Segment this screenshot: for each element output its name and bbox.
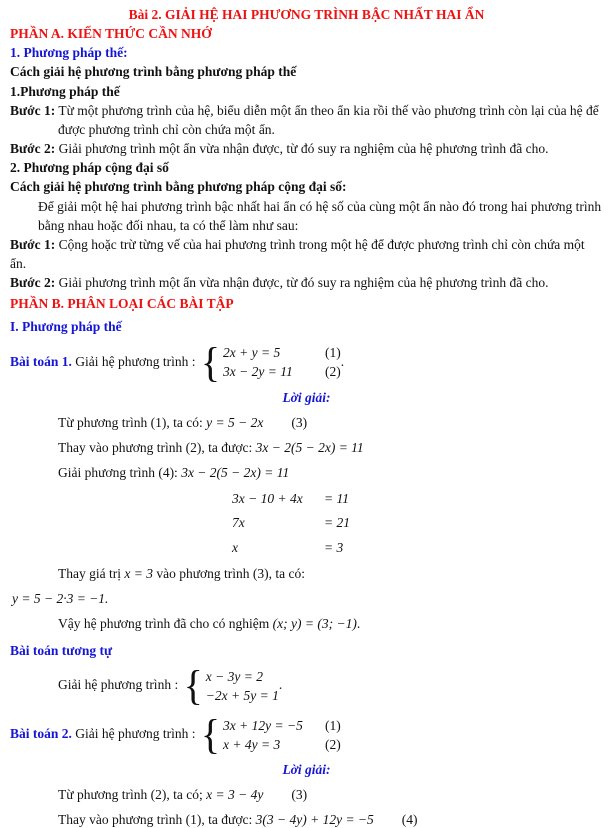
- section1-heading: I. Phương pháp thế: [10, 318, 122, 334]
- trailing-period: .: [340, 353, 345, 369]
- trailing-period: .: [356, 616, 361, 632]
- equation-1: 2x + y = 5: [223, 344, 281, 360]
- step-text: Giải phương trình (4):: [58, 464, 182, 480]
- method1-subheading: Cách giải hệ phương trình bằng phương pháp thế: [10, 64, 297, 80]
- problem2-intro: Giải hệ phương trình :: [71, 726, 199, 742]
- problem1-step-3: [58, 465, 603, 481]
- step-math: x = 3: [124, 566, 153, 582]
- problem2-step-1: [58, 787, 603, 803]
- step1-label: Bước 1:: [10, 236, 56, 252]
- step-math: y = 5 − 2x: [206, 414, 264, 430]
- step-text: Thay giá trị: [58, 566, 125, 582]
- equation-number: (3): [291, 787, 308, 803]
- problem1-solution-heading: Lời giải:: [282, 389, 331, 405]
- method2-subheading: Cách giải hệ phương trình bằng phương pháp cộng đại số:: [10, 179, 347, 195]
- equation-2-number: (2): [325, 736, 341, 752]
- problem2-equation-system: [200, 711, 341, 759]
- part-a-heading: PHẦN A. KIẾN THỨC CẦN NHỚ: [10, 26, 212, 42]
- equations: [206, 668, 279, 705]
- conclusion-text: Vậy hệ phương trình đã cho có nghiệm: [58, 616, 273, 632]
- equation-1-number: (1): [325, 344, 341, 360]
- problem1-label: Bài toán 1.: [10, 353, 72, 369]
- problem2-solution-heading: Lời giải:: [282, 762, 331, 778]
- step1-label: Bước 1:: [10, 102, 56, 118]
- similar-equation-system: [183, 662, 279, 710]
- part-b-heading: PHẦN B. PHÂN LOẠI CÁC BÀI TẬP: [10, 296, 234, 312]
- method1-heading: 1. Phương pháp thế:: [10, 45, 128, 61]
- step-math: 3x − 2(5 − 2x) = 11: [181, 464, 290, 480]
- equation-row: [223, 736, 341, 754]
- trailing-period: .: [278, 677, 283, 693]
- method1-step2-paragraph: [10, 139, 603, 158]
- equation-1-number: (1): [325, 717, 341, 733]
- equation-1: x − 3y = 2: [205, 668, 263, 684]
- step-math: 3(3 − 4y) + 12y = −5: [255, 812, 374, 828]
- equations: [223, 344, 341, 381]
- problem1-equation-system: [200, 338, 341, 386]
- step2-label: Bước 2:: [10, 141, 56, 157]
- method1-step1-paragraph: [10, 101, 603, 139]
- problem1-step-5: [12, 591, 603, 607]
- step1-text: Từ một phương trình của hệ, biểu diễn một ẩn theo ẩn kia rồi thế vào phương trình còn lại của hệ để được phương trình chỉ còn chứa một ẩn.: [55, 102, 599, 137]
- problem1-step-4: [58, 566, 603, 582]
- step-text: Từ phương trình (2), ta có;: [58, 787, 207, 803]
- problem1-aligned-equations: [232, 490, 603, 557]
- step-text: Thay vào phương trình (1), ta được:: [58, 812, 256, 828]
- step2-text: Giải phương trình một ẩn vừa nhận được, từ đó suy ra nghiệm của hệ phương trình đã cho.: [55, 141, 549, 157]
- equation-row: [223, 344, 341, 362]
- method2-heading: 2. Phương pháp cộng đại số: [10, 160, 169, 176]
- equation-row: [223, 717, 341, 735]
- lhs: x: [232, 539, 238, 555]
- step-math: 3x − 2(5 − 2x) = 11: [255, 439, 364, 455]
- problem2-step-2: [58, 812, 603, 828]
- step2-label: Bước 2:: [10, 275, 56, 291]
- step1-text: Cộng hoặc trừ từng vế của hai phương trình trong một hệ để được phương trình chỉ còn chứa một ẩn.: [10, 236, 585, 272]
- equation-number: (4): [401, 812, 418, 828]
- problem1-conclusion: [58, 616, 603, 632]
- step-text: vào phương trình (3), ta có:: [152, 566, 306, 582]
- equation-row: [223, 363, 341, 381]
- problem2-statement: [10, 711, 603, 759]
- equation-2-number: (2): [325, 364, 341, 380]
- step2-text: Giải phương trình một ẩn vừa nhận được, từ đó suy ra nghiệm của hệ phương trình đã cho.: [55, 275, 549, 291]
- rhs: = 3: [324, 539, 344, 555]
- equation-1: 3x + 12y = −5: [223, 717, 303, 733]
- problem1-intro: Giải hệ phương trình :: [71, 353, 199, 369]
- method2-step1-paragraph: [10, 235, 603, 273]
- similar-problem-statement: [58, 662, 603, 710]
- equations: [223, 717, 341, 754]
- equation-row: [206, 668, 279, 686]
- step-math: x = 3 − 4y: [206, 787, 264, 803]
- equation-2: 3x − 2y = 11: [223, 364, 293, 380]
- equation-row: [206, 687, 279, 705]
- equation-2: x + 4y = 3: [223, 736, 281, 752]
- problem1-statement: [10, 338, 603, 386]
- step-text: Thay vào phương trình (2), ta được:: [58, 439, 256, 455]
- similar-intro: Giải hệ phương trình :: [58, 677, 182, 693]
- method1-subheading-2: 1.Phương pháp thế: [10, 83, 120, 99]
- problem1-step-1: [58, 415, 603, 431]
- doc-title: Bài 2. GIẢI HỆ HAI PHƯƠNG TRÌNH BẬC NHẤT HAI ẨN: [128, 7, 485, 22]
- lhs: 7x: [232, 515, 245, 531]
- method2-intro-paragraph: Để giải một hệ hai phương trình bậc nhất hai ẩn có hệ số của cùng một ẩn nào đó trong hai phương trình bằng nhau hoặc đối nhau, ta có thể làm như sau:: [38, 198, 602, 233]
- left-brace-glyph: {: [200, 338, 221, 386]
- rhs: = 21: [324, 515, 350, 531]
- equation-2: −2x + 5y = 1: [205, 687, 279, 703]
- similar-problem-heading: Bài toán tương tự: [10, 643, 113, 659]
- left-brace-glyph: {: [183, 662, 203, 710]
- problem2-label: Bài toán 2.: [10, 726, 72, 742]
- conclusion-math: (x; y) = (3; −1): [272, 616, 357, 632]
- equation-number: (3): [291, 414, 308, 430]
- method2-step2-paragraph: [10, 273, 603, 292]
- problem1-step-2: [58, 440, 603, 456]
- step-math: y = 5 − 2·3 = −1.: [12, 591, 109, 607]
- step-text: Từ phương trình (1), ta có:: [58, 414, 207, 430]
- lhs: 3x − 10 + 4x: [232, 490, 303, 506]
- rhs: = 11: [324, 490, 349, 506]
- left-brace-glyph: {: [200, 711, 221, 759]
